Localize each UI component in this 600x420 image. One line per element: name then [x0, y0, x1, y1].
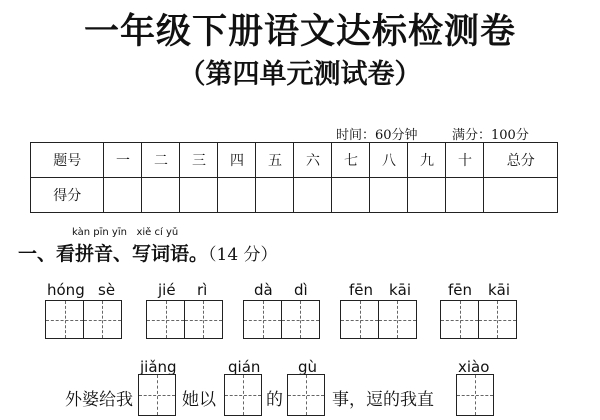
score-cell[interactable] — [104, 178, 142, 213]
blank-pinyin: qián — [228, 358, 261, 376]
score-cell[interactable] — [294, 178, 332, 213]
section1-heading — [18, 239, 278, 266]
header-cell: 一 — [104, 143, 142, 178]
answer-box[interactable] — [456, 374, 494, 416]
word-pinyin: dì — [294, 281, 308, 299]
header-cell: 十 — [446, 143, 484, 178]
score-table-header-row — [31, 143, 558, 178]
page-subtitle: （第四单元测试卷） — [178, 59, 422, 90]
writing-cell[interactable] — [243, 300, 282, 339]
score-cell[interactable] — [446, 178, 484, 213]
word-pinyin: jié — [158, 281, 176, 299]
word-pinyin: hóng — [47, 281, 85, 299]
score-cell[interactable] — [332, 178, 370, 213]
blank-pinyin: gù — [298, 358, 318, 376]
writing-grid — [146, 300, 223, 339]
writing-grid — [45, 300, 122, 339]
sentence-part: 事，逗的我直 — [332, 390, 434, 410]
word-pinyin: kāi — [488, 281, 511, 299]
score-table-score-row — [31, 178, 558, 213]
writing-cell[interactable] — [45, 300, 84, 339]
score-cell[interactable] — [408, 178, 446, 213]
score-cell[interactable] — [256, 178, 294, 213]
score-cell[interactable] — [484, 178, 558, 213]
writing-cell[interactable] — [83, 300, 122, 339]
writing-cell[interactable] — [340, 300, 379, 339]
writing-cell[interactable] — [378, 300, 417, 339]
sentence-part: 的 — [266, 390, 283, 410]
blank-pinyin: jiǎng — [140, 358, 177, 376]
header-cell: 八 — [370, 143, 408, 178]
answer-box[interactable] — [138, 374, 176, 416]
answer-box[interactable] — [287, 374, 325, 416]
word-pinyin: kāi — [389, 281, 412, 299]
header-cell: 七 — [332, 143, 370, 178]
score-cell[interactable] — [180, 178, 218, 213]
writing-cell[interactable] — [281, 300, 320, 339]
full-score: 满分：100分 — [452, 128, 529, 143]
writing-grid — [243, 300, 320, 339]
word-pinyin: rì — [197, 281, 208, 299]
word-pinyin: sè — [98, 281, 116, 299]
section1-pinyin: kàn pīn yīn xiě cí yǔ — [72, 227, 179, 238]
writing-cell[interactable] — [146, 300, 185, 339]
page-title: 一年级下册语文达标检测卷 — [83, 11, 516, 52]
writing-cell[interactable] — [184, 300, 223, 339]
answer-box[interactable] — [224, 374, 262, 416]
writing-cell[interactable] — [478, 300, 517, 339]
header-cell: 四 — [218, 143, 256, 178]
section1-title: 一、看拼音、写词语。 — [18, 243, 209, 265]
sentence-part: 外婆给我 — [65, 390, 133, 410]
header-cell: 五 — [256, 143, 294, 178]
writing-grid — [340, 300, 417, 339]
word-pinyin: fēn — [349, 281, 374, 299]
score-table — [30, 142, 558, 213]
score-cell[interactable] — [142, 178, 180, 213]
section1-points: （14 分） — [208, 245, 278, 265]
writing-grid — [440, 300, 517, 339]
header-cell: 二 — [142, 143, 180, 178]
header-cell: 九 — [408, 143, 446, 178]
score-row-label: 得分 — [31, 178, 104, 213]
sentence-part: 她以 — [182, 390, 216, 410]
header-cell: 总分 — [484, 143, 558, 178]
time-limit: 时间：60分钟 — [336, 128, 418, 143]
blank-pinyin: xiào — [458, 358, 490, 376]
score-cell[interactable] — [218, 178, 256, 213]
header-cell: 题号 — [31, 143, 104, 178]
header-cell: 六 — [294, 143, 332, 178]
word-pinyin: fēn — [448, 281, 473, 299]
score-cell[interactable] — [370, 178, 408, 213]
writing-cell[interactable] — [440, 300, 479, 339]
header-cell: 三 — [180, 143, 218, 178]
word-pinyin: dà — [254, 281, 273, 299]
